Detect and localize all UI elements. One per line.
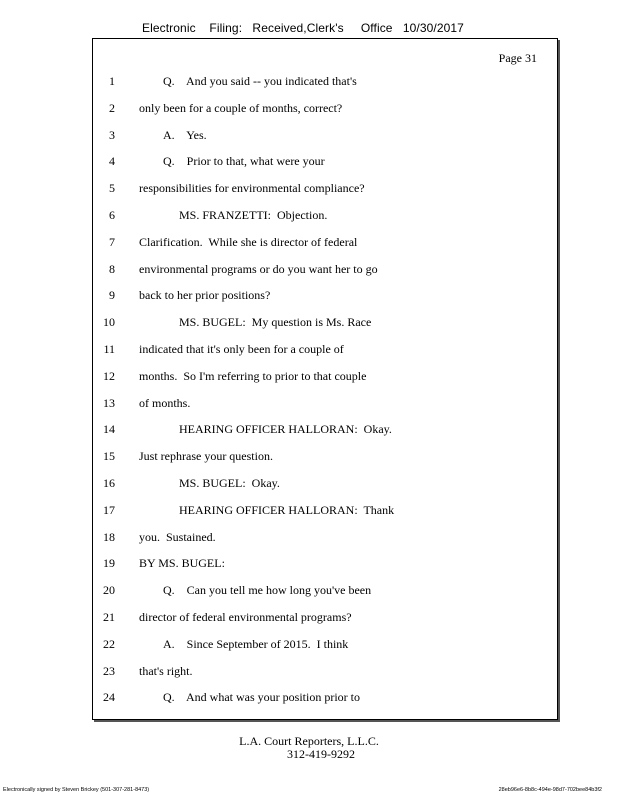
line-text: A. Yes. [163, 127, 207, 142]
line-number: 22 [103, 636, 115, 651]
transcript-line [93, 663, 557, 690]
line-number: 4 [109, 154, 115, 169]
transcript-line [93, 421, 557, 448]
transcript-line [93, 287, 557, 314]
transcript-line [93, 234, 557, 261]
transcript-line [93, 609, 557, 636]
filing-stamp: Electronic Filing: Received,Clerk's Office 10/30/2017 [142, 21, 464, 35]
line-text: MS. BUGEL: Okay. [179, 475, 280, 490]
line-number: 6 [109, 207, 115, 222]
transcript-line [93, 261, 557, 288]
transcript-line [93, 636, 557, 663]
line-text: Q. Prior to that, what were your [163, 154, 325, 169]
line-text: only been for a couple of months, correct? [139, 100, 343, 115]
line-text: A. Since September of 2015. I think [163, 636, 349, 651]
line-number: 9 [109, 288, 115, 303]
transcript-line [93, 368, 557, 395]
transcript-line [93, 689, 557, 716]
line-number: 17 [103, 502, 115, 517]
line-number: 16 [103, 475, 115, 490]
transcript-line [93, 100, 557, 127]
transcript-line [93, 529, 557, 556]
electronic-signature: Electronically signed by Steven Brickey (501-307-281-8473) [3, 787, 150, 793]
transcript-line [93, 502, 557, 529]
line-number: 1 [109, 74, 115, 88]
line-text: director of federal environmental programs? [139, 609, 352, 624]
line-text: Clarification. While she is director of federal [139, 234, 358, 249]
line-text: that's right. [139, 663, 193, 678]
line-number: 15 [103, 449, 115, 464]
line-number: 10 [103, 315, 115, 330]
transcript-page [92, 38, 558, 720]
transcript-line [93, 582, 557, 609]
document-hash: 28eb96e6-8b8c-494e-98d7-702bee84b3f2 [498, 787, 602, 793]
line-text: months. So I'm referring to prior to that couple [139, 368, 367, 383]
line-text: Q. And what was your position prior to [163, 690, 360, 705]
transcript-line [93, 73, 557, 100]
line-number: 23 [103, 663, 115, 678]
line-number: 5 [109, 181, 115, 196]
line-number: 2 [109, 100, 115, 115]
line-number: 20 [103, 583, 115, 598]
line-number: 7 [109, 234, 115, 249]
transcript-line [93, 475, 557, 502]
transcript-line [93, 207, 557, 234]
court-reporter-phone: 312-419-9292 [287, 747, 355, 761]
line-text: HEARING OFFICER HALLORAN: Okay. [179, 422, 392, 437]
line-number: 24 [103, 690, 115, 705]
transcript-line [93, 341, 557, 368]
line-number: 13 [103, 395, 115, 410]
transcript-line [93, 127, 557, 154]
transcript-line [93, 314, 557, 341]
line-text: HEARING OFFICER HALLORAN: Thank [179, 502, 395, 517]
line-number: 19 [103, 556, 115, 571]
line-text: responsibilities for environmental compliance? [139, 181, 365, 196]
transcript-line [93, 555, 557, 582]
line-text: BY MS. BUGEL: [139, 556, 225, 571]
transcript-line [93, 180, 557, 207]
line-text: Q. And you said -- you indicated that's [163, 74, 357, 88]
page-number: Page 31 [498, 51, 537, 65]
line-number: 3 [109, 127, 115, 142]
line-text: indicated that it's only been for a couple of [139, 341, 344, 356]
court-reporter-name: L.A. Court Reporters, L.L.C. [239, 734, 379, 748]
line-number: 21 [103, 609, 115, 624]
transcript-line [93, 153, 557, 180]
transcript-line [93, 395, 557, 422]
line-text: Q. Can you tell me how long you've been [163, 583, 372, 598]
line-number: 14 [103, 422, 115, 437]
line-number: 11 [103, 341, 115, 356]
line-text: environmental programs or do you want her to go [139, 261, 378, 276]
line-text: MS. FRANZETTI: Objection. [179, 207, 328, 222]
line-number: 8 [109, 261, 115, 276]
line-text: MS. BUGEL: My question is Ms. Race [179, 315, 372, 330]
line-text: of months. [139, 395, 191, 410]
line-text: back to her prior positions? [139, 288, 271, 303]
line-number: 18 [103, 529, 115, 544]
transcript-lines [93, 73, 557, 716]
line-number: 12 [103, 368, 115, 383]
line-text: you. Sustained. [139, 529, 216, 544]
line-text: Just rephrase your question. [139, 449, 273, 464]
transcript-line [93, 448, 557, 475]
